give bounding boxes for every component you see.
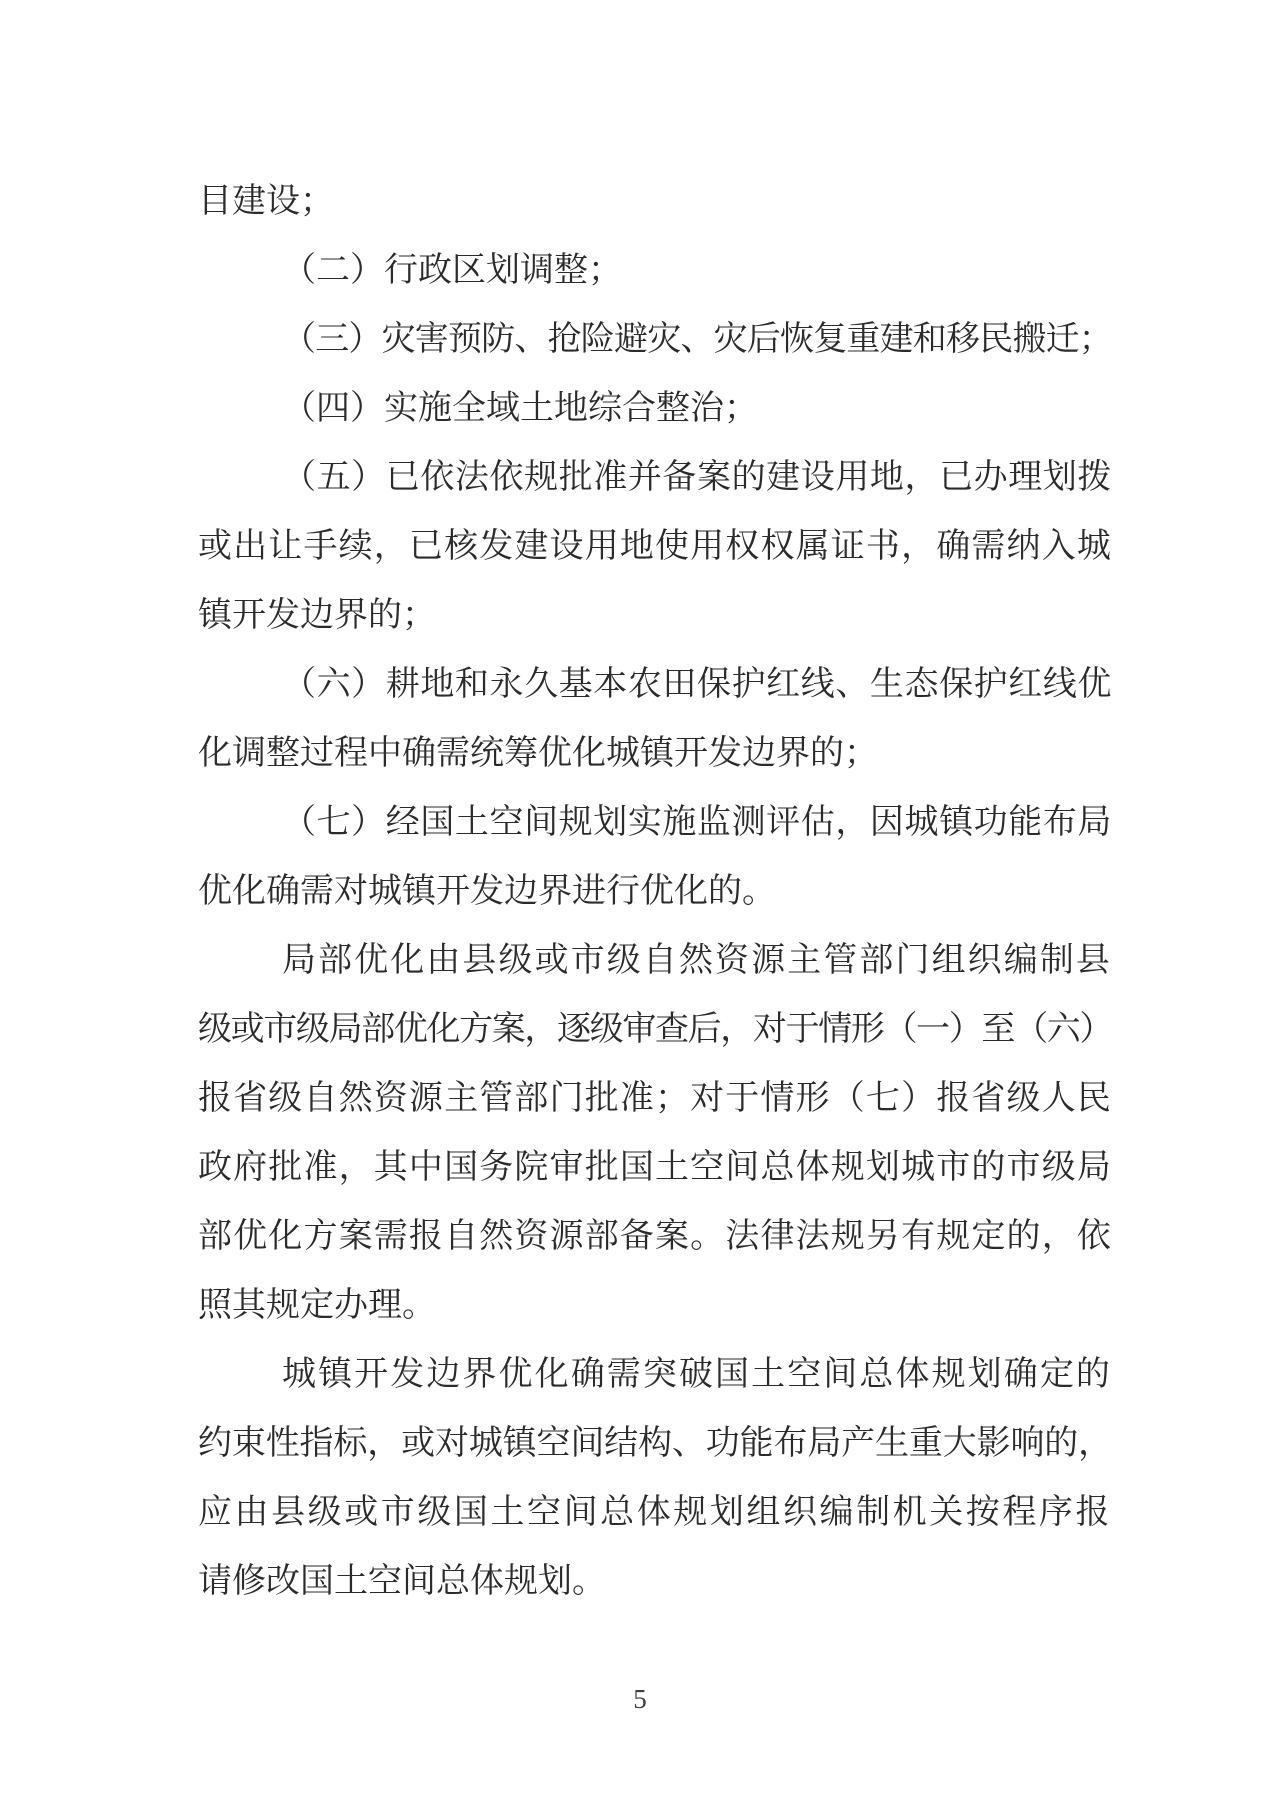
text-line-content: 照其规定办理。 [198, 1287, 436, 1324]
text-line-content: 应由县级或市级国土空间总体规划组织编制机关按程序报 [198, 1494, 1112, 1531]
text-line-content: 报省级自然资源主管部门批准；对于情形（七）报省级人民 [198, 1080, 1112, 1117]
document-body [198, 167, 1112, 1616]
text-line [198, 995, 1112, 1064]
text-line [198, 1133, 1112, 1202]
text-line [198, 1547, 1112, 1616]
para-local-optimization-approval [198, 926, 1112, 1340]
text-line [198, 719, 1112, 788]
text-line [198, 512, 1112, 581]
text-line [198, 305, 1112, 374]
page-number: 5 [633, 1684, 647, 1714]
text-line-content: 约束性指标，或对城镇空间结构、功能布局产生重大影响的， [198, 1425, 1112, 1462]
text-line-content: （五）已依法依规批准并备案的建设用地，已办理划拨 [282, 459, 1112, 496]
text-line-content: 城镇开发边界优化确需突破国土空间总体规划确定的 [282, 1356, 1112, 1393]
text-line-content: 政府批准，其中国务院审批国土空间总体规划城市的市级局 [198, 1149, 1112, 1186]
text-line-content: 镇开发边界的； [198, 597, 436, 634]
item-7 [198, 788, 1112, 926]
text-line [198, 1340, 1112, 1409]
text-line [198, 167, 1112, 236]
item-2 [198, 236, 1112, 305]
text-line-content: 或出让手续，已核发建设用地使用权权属证书，确需纳入城 [198, 528, 1112, 565]
text-line-content: （三）灾害预防、抢险避灾、灾后恢复重建和移民搬迁； [282, 321, 1112, 358]
continuation-line [198, 167, 1112, 236]
text-line-content: 化调整过程中确需统筹优化城镇开发边界的； [198, 735, 878, 772]
text-line-content: 局部优化由县级或市级自然资源主管部门组织编制县 [282, 942, 1112, 979]
text-line [198, 236, 1112, 305]
para-boundary-breakthrough [198, 1340, 1112, 1616]
text-line-content: （二）行政区划调整； [282, 252, 622, 289]
text-line [198, 788, 1112, 857]
text-line-content: 优化确需对城镇开发边界进行优化的。 [198, 873, 776, 910]
text-line [198, 926, 1112, 995]
text-line [198, 1064, 1112, 1133]
text-line-content: 部优化方案需报自然资源部备案。法律法规另有规定的，依 [198, 1218, 1112, 1255]
text-line [198, 1478, 1112, 1547]
text-line-content: （四）实施全域土地综合整治； [282, 390, 758, 427]
text-line [198, 374, 1112, 443]
text-line-content: （六）耕地和永久基本农田保护红线、生态保护红线优 [282, 666, 1112, 703]
item-4 [198, 374, 1112, 443]
text-line-content: 目建设； [198, 183, 334, 220]
text-line-content: 请修改国土空间总体规划。 [198, 1563, 606, 1600]
text-line-content: （七）经国土空间规划实施监测评估，因城镇功能布局 [282, 804, 1112, 841]
text-line [198, 1202, 1112, 1271]
text-line [198, 581, 1112, 650]
text-line [198, 1409, 1112, 1478]
item-3 [198, 305, 1112, 374]
text-line [198, 857, 1112, 926]
item-6 [198, 650, 1112, 788]
text-line [198, 650, 1112, 719]
text-line [198, 1271, 1112, 1340]
item-5 [198, 443, 1112, 650]
text-line [198, 443, 1112, 512]
text-line-content: 级或市级局部优化方案，逐级审查后，对于情形（一）至（六） [198, 1011, 1112, 1048]
